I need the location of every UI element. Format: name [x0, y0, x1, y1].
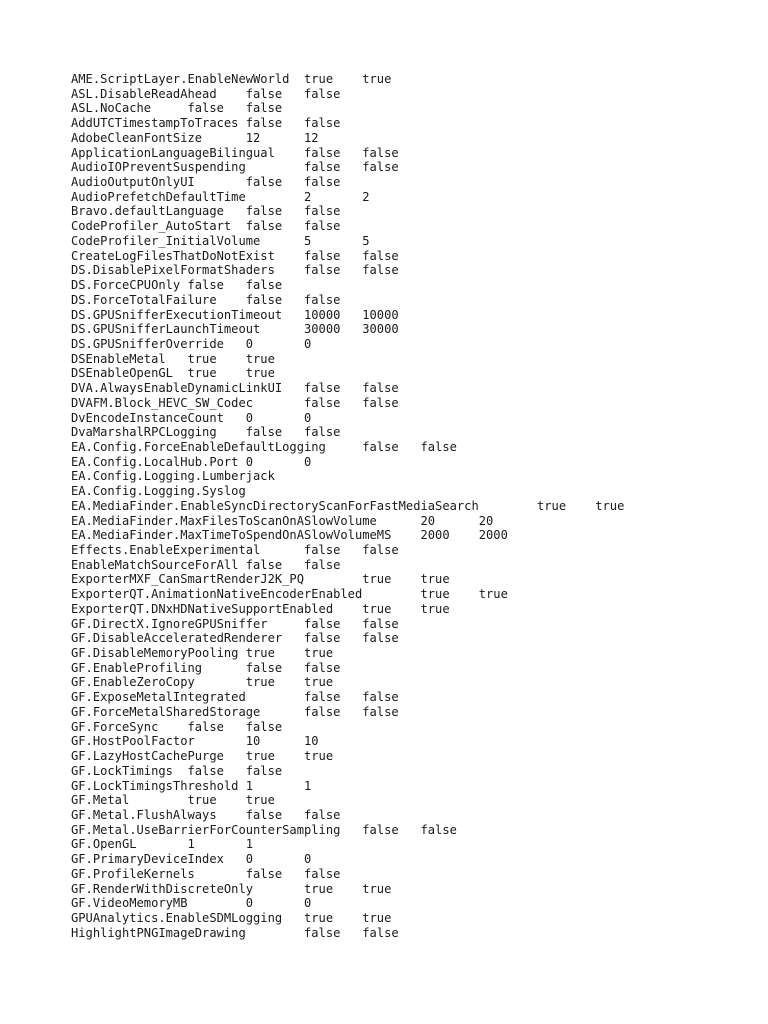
- text-line: GF.DirectX.IgnoreGPUSniffer false false: [71, 616, 399, 631]
- text-line: AudioOutputOnlyUI false false: [71, 175, 341, 190]
- text-line: DSEnableMetal true true: [71, 351, 275, 366]
- text-line: GF.LockTimings false false: [71, 763, 283, 778]
- text-line: AudioPrefetchDefaultTime 2 2: [71, 189, 370, 204]
- text-line: EnableMatchSourceForAll false false: [71, 557, 341, 572]
- text-line: GF.RenderWithDiscreteOnly true true: [71, 881, 392, 896]
- text-line: ASL.DisableReadAhead false false: [71, 86, 341, 101]
- text-line: GF.Metal true true: [71, 793, 275, 808]
- text-line: GF.DisableAcceleratedRenderer false false: [71, 631, 399, 646]
- text-line: GF.ForceSync false false: [71, 719, 283, 734]
- text-line: GF.PrimaryDeviceIndex 0 0: [71, 852, 312, 867]
- text-line: EA.Config.Logging.Syslog: [71, 484, 246, 499]
- text-line: ExporterQT.DNxHDNativeSupportEnabled true true: [71, 601, 450, 616]
- text-line: ExporterMXF_CanSmartRenderJ2K_PQ true true: [71, 572, 450, 587]
- text-line: DS.DisablePixelFormatShaders false false: [71, 263, 399, 278]
- text-line: GF.ExposeMetalIntegrated false false: [71, 690, 399, 705]
- text-line: EA.Config.Logging.Lumberjack: [71, 469, 275, 484]
- text-line: DS.ForceCPUOnly false false: [71, 278, 283, 293]
- text-line: Effects.EnableExperimental false false: [71, 543, 399, 557]
- text-line: CreateLogFilesThatDoNotExist false false: [71, 248, 399, 263]
- text-line: EA.MediaFinder.MaxTimeToSpendOnASlowVolumeMS 2000 2000: [71, 528, 508, 543]
- text-line: GF.OpenGL 1 1: [71, 837, 254, 852]
- text-line: GPUAnalytics.EnableSDMLogging true true: [71, 910, 392, 925]
- text-line: GF.ProfileKernels false false: [71, 866, 341, 881]
- text-line: GF.ForceMetalSharedStorage false false: [71, 704, 399, 719]
- text-line: GF.VideoMemoryMB 0 0: [71, 896, 312, 911]
- text-line: Bravo.defaultLanguage false false: [71, 204, 341, 219]
- text-line: GF.EnableZeroCopy true true: [71, 675, 334, 690]
- text-line: DVA.AlwaysEnableDynamicLinkUI false false: [71, 381, 399, 396]
- text-line: EA.MediaFinder.MaxFilesToScanOnASlowVolume 20 20: [71, 513, 494, 528]
- text-line: GF.HostPoolFactor 10 10: [71, 734, 319, 749]
- text-line: GF.LockTimingsThreshold 1 1: [71, 778, 312, 793]
- text-line: GF.Metal.UseBarrierForCounterSampling false false: [71, 822, 457, 837]
- text-line: GF.EnableProfiling false false: [71, 660, 341, 675]
- text-line: CodeProfiler_AutoStart false false: [71, 219, 341, 234]
- text-line: GF.LazyHostCachePurge true true: [71, 749, 334, 764]
- text-line: DVAFM.Block_HEVC_SW_Codec false false: [71, 395, 399, 410]
- text-line: DS.ForceTotalFailure false false: [71, 292, 341, 307]
- text-line: AudioIOPreventSuspending false false: [71, 160, 399, 175]
- text-line: GF.Metal.FlushAlways false false: [71, 807, 341, 822]
- text-line: GF.DisableMemoryPooling true true: [71, 646, 334, 661]
- text-line: CodeProfiler_InitialVolume 5 5: [71, 233, 370, 248]
- text-line: DS.GPUSnifferLaunchTimeout 30000 30000: [71, 322, 399, 337]
- text-line: DS.GPUSnifferOverride 0 0: [71, 336, 312, 351]
- text-line: DSEnableOpenGL true true: [71, 366, 275, 381]
- text-line: EA.Config.LocalHub.Port 0 0: [71, 454, 312, 469]
- text-line: AddUTCTimestampToTraces false false: [71, 116, 341, 131]
- text-line: AdobeCleanFontSize 12 12: [71, 130, 319, 145]
- text-line: EA.MediaFinder.EnableSyncDirectoryScanForFastMediaSearch true true: [71, 498, 625, 513]
- text-line: ExporterQT.AnimationNativeEncoderEnabled true true: [71, 587, 508, 602]
- text-line: DvaMarshalRPCLogging false false: [71, 425, 341, 440]
- text-line: DS.GPUSnifferExecutionTimeout 10000 10000: [71, 307, 399, 322]
- text-line: HighlightPNGImageDrawing false false: [71, 925, 399, 940]
- text-line: ApplicationLanguageBilingual false false: [71, 145, 399, 160]
- text-line: EA.Config.ForceEnableDefaultLogging false false: [71, 439, 457, 454]
- text-line: DvEncodeInstanceCount 0 0: [71, 410, 312, 425]
- text-line: AME.ScriptLayer.EnableNewWorld true true: [71, 72, 392, 86]
- document-body: [71, 72, 751, 940]
- text-line: ASL.NoCache false false: [71, 101, 283, 116]
